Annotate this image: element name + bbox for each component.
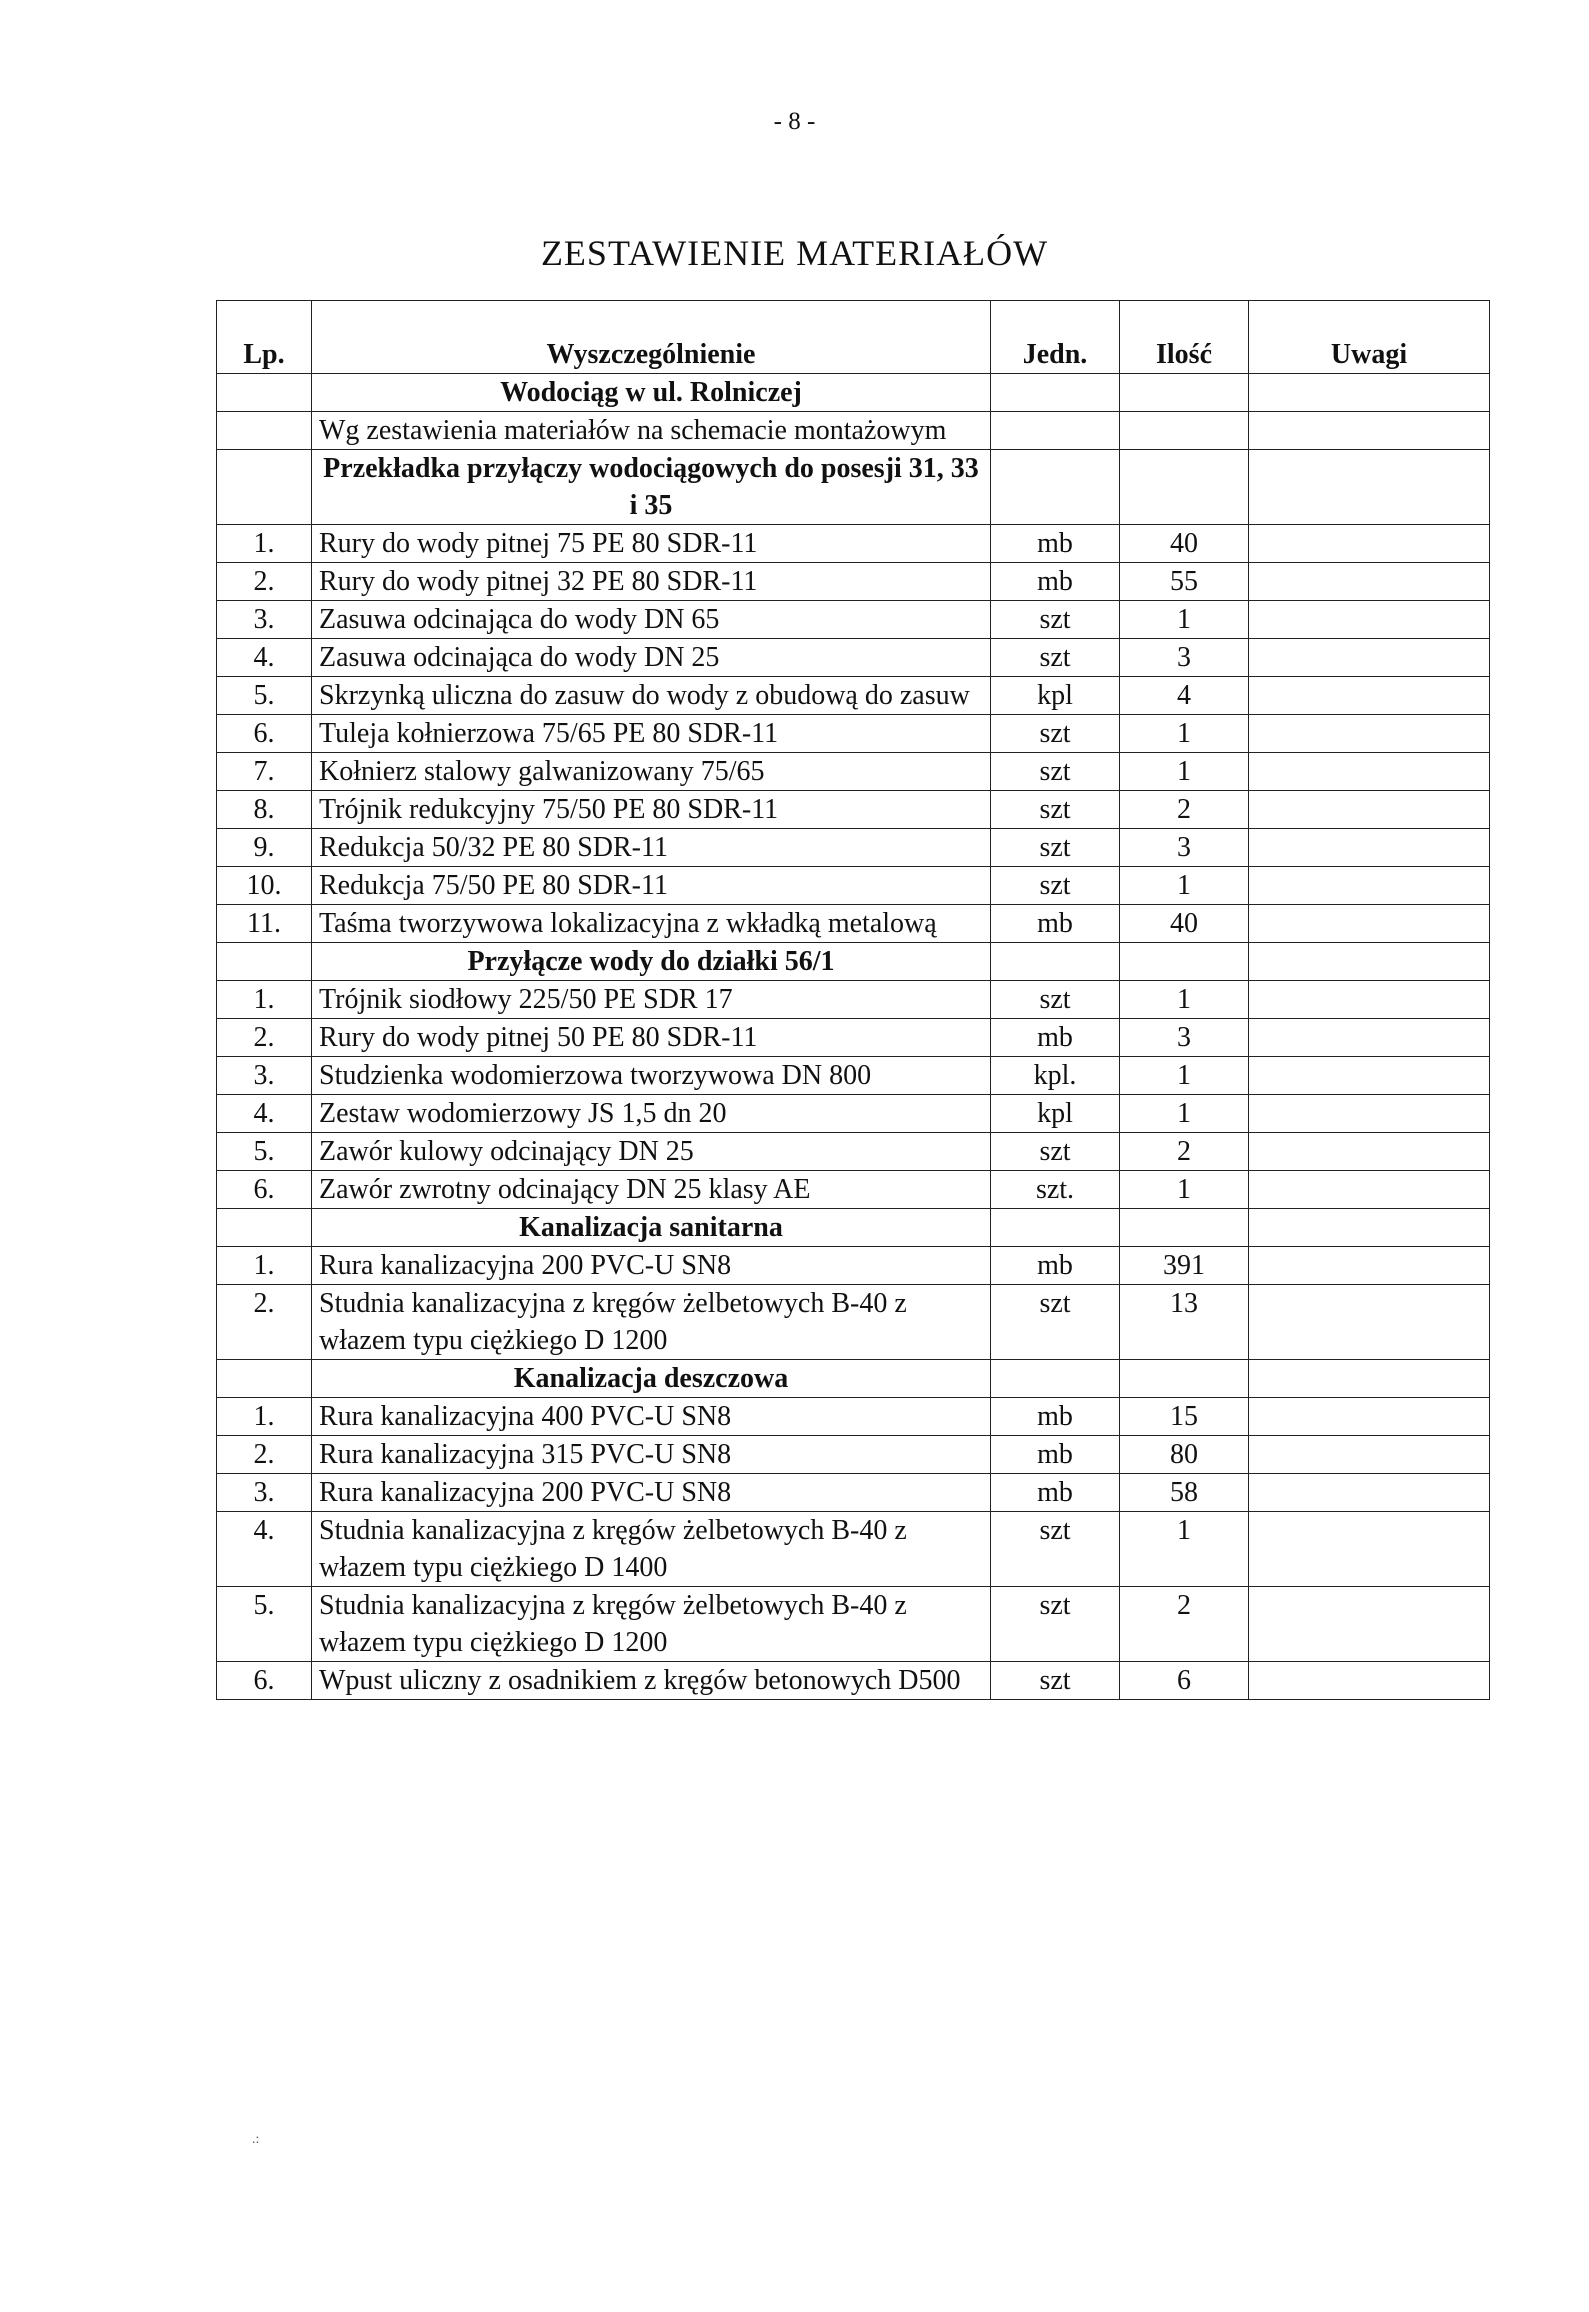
cell-description: Rura kanalizacyjna 315 PVC-U SN8 (312, 1436, 991, 1474)
header-unit: Jedn. (991, 301, 1120, 374)
table-row (217, 1398, 1490, 1436)
cell-unit (991, 450, 1120, 525)
table-row (217, 981, 1490, 1019)
cell-notes (1249, 1133, 1490, 1171)
table-row (217, 1285, 1490, 1360)
cell-lp: 3. (217, 1057, 312, 1095)
cell-quantity: 1 (1120, 981, 1249, 1019)
table-row (217, 1512, 1490, 1587)
cell-lp: 1. (217, 1398, 312, 1436)
cell-unit: szt (991, 981, 1120, 1019)
cell-quantity: 40 (1120, 525, 1249, 563)
cell-unit: kpl (991, 1095, 1120, 1133)
table-header (217, 301, 1490, 374)
cell-quantity (1120, 450, 1249, 525)
cell-lp: 2. (217, 1285, 312, 1360)
table-row (217, 1436, 1490, 1474)
cell-lp: 2. (217, 1436, 312, 1474)
table-row (217, 1474, 1490, 1512)
cell-unit (991, 412, 1120, 450)
cell-notes (1249, 677, 1490, 715)
cell-quantity: 391 (1120, 1247, 1249, 1285)
table-row (217, 753, 1490, 791)
cell-quantity (1120, 1360, 1249, 1398)
cell-notes (1249, 715, 1490, 753)
table-row (217, 791, 1490, 829)
cell-lp (217, 450, 312, 525)
cell-lp (217, 1360, 312, 1398)
cell-notes (1249, 791, 1490, 829)
cell-unit: kpl (991, 677, 1120, 715)
cell-quantity: 1 (1120, 1512, 1249, 1587)
table-row (217, 1662, 1490, 1700)
cell-description: Rury do wody pitnej 32 PE 80 SDR-11 (312, 563, 991, 601)
cell-description: Skrzynką uliczna do zasuw do wody z obudową do zasuw (312, 677, 991, 715)
table-row (217, 1095, 1490, 1133)
header-quantity: Ilość (1120, 301, 1249, 374)
cell-lp: 11. (217, 905, 312, 943)
cell-quantity: 2 (1120, 791, 1249, 829)
cell-unit: mb (991, 1398, 1120, 1436)
cell-lp: 6. (217, 715, 312, 753)
cell-description: Studzienka wodomierzowa tworzywowa DN 800 (312, 1057, 991, 1095)
cell-quantity: 40 (1120, 905, 1249, 943)
cell-lp (217, 1209, 312, 1247)
section-title: Kanalizacja deszczowa (312, 1360, 991, 1398)
cell-notes (1249, 563, 1490, 601)
cell-quantity: 1 (1120, 753, 1249, 791)
cell-quantity: 13 (1120, 1285, 1249, 1360)
cell-description: Rura kanalizacyjna 400 PVC-U SN8 (312, 1398, 991, 1436)
cell-lp: 1. (217, 1247, 312, 1285)
cell-quantity: 15 (1120, 1398, 1249, 1436)
table-row (217, 1019, 1490, 1057)
table-row (217, 1171, 1490, 1209)
table-row (217, 525, 1490, 563)
cell-unit: szt (991, 639, 1120, 677)
cell-unit: szt (991, 1587, 1120, 1662)
cell-description: Kołnierz stalowy galwanizowany 75/65 (312, 753, 991, 791)
cell-lp: 8. (217, 791, 312, 829)
cell-lp: 4. (217, 639, 312, 677)
cell-notes (1249, 450, 1490, 525)
cell-unit: mb (991, 905, 1120, 943)
cell-unit: szt (991, 1662, 1120, 1700)
section-row (217, 374, 1490, 412)
document-title: ZESTAWIENIE MATERIAŁÓW (540, 233, 1049, 273)
table-row (217, 563, 1490, 601)
cell-lp: 4. (217, 1512, 312, 1587)
cell-quantity (1120, 412, 1249, 450)
cell-description: Tuleja kołnierzowa 75/65 PE 80 SDR-11 (312, 715, 991, 753)
cell-unit: mb (991, 563, 1120, 601)
cell-notes (1249, 867, 1490, 905)
table-row (217, 829, 1490, 867)
section-row (217, 943, 1490, 981)
cell-unit: mb (991, 1247, 1120, 1285)
cell-quantity (1120, 943, 1249, 981)
cell-description: Studnia kanalizacyjna z kręgów żelbetowych B-40 z włazem typu ciężkiego D 1400 (312, 1512, 991, 1587)
cell-notes (1249, 1209, 1490, 1247)
header-description: Wyszczególnienie (312, 301, 991, 374)
cell-unit (991, 943, 1120, 981)
cell-quantity (1120, 1209, 1249, 1247)
cell-lp (217, 374, 312, 412)
cell-unit (991, 1360, 1120, 1398)
cell-quantity: 1 (1120, 1095, 1249, 1133)
cell-quantity: 1 (1120, 1171, 1249, 1209)
cell-quantity: 58 (1120, 1474, 1249, 1512)
cell-notes (1249, 1474, 1490, 1512)
page-number: - 8 - (773, 108, 816, 135)
section-row (217, 1360, 1490, 1398)
cell-notes (1249, 905, 1490, 943)
table-header-row (217, 301, 1490, 374)
cell-unit: mb (991, 1436, 1120, 1474)
cell-lp: 1. (217, 981, 312, 1019)
cell-notes (1249, 525, 1490, 563)
section-title: Przekładka przyłączy wodociągowych do posesji 31, 33 i 35 (312, 450, 991, 525)
cell-description: Zawór kulowy odcinający DN 25 (312, 1133, 991, 1171)
cell-description: Trójnik siodłowy 225/50 PE SDR 17 (312, 981, 991, 1019)
table-row (217, 601, 1490, 639)
table-row (217, 905, 1490, 943)
cell-unit: kpl. (991, 1057, 1120, 1095)
table-row (217, 1587, 1490, 1662)
cell-notes (1249, 1057, 1490, 1095)
cell-quantity: 2 (1120, 1133, 1249, 1171)
cell-quantity: 6 (1120, 1662, 1249, 1700)
cell-lp: 2. (217, 563, 312, 601)
cell-quantity: 3 (1120, 1019, 1249, 1057)
cell-quantity: 55 (1120, 563, 1249, 601)
table-row (217, 412, 1490, 450)
table-row (217, 639, 1490, 677)
cell-notes (1249, 981, 1490, 1019)
cell-description: Studnia kanalizacyjna z kręgów żelbetowych B-40 z włazem typu ciężkiego D 1200 (312, 1285, 991, 1360)
cell-lp: 9. (217, 829, 312, 867)
cell-notes (1249, 1247, 1490, 1285)
cell-notes (1249, 1095, 1490, 1133)
cell-lp: 5. (217, 677, 312, 715)
cell-lp: 3. (217, 601, 312, 639)
cell-unit (991, 1209, 1120, 1247)
cell-unit: szt (991, 791, 1120, 829)
cell-lp (217, 943, 312, 981)
cell-quantity: 80 (1120, 1436, 1249, 1474)
table-row (217, 1133, 1490, 1171)
table-row (217, 867, 1490, 905)
cell-description: Zawór zwrotny odcinający DN 25 klasy AE (312, 1171, 991, 1209)
cell-unit: mb (991, 1474, 1120, 1512)
materials-table (216, 300, 1490, 1700)
cell-notes (1249, 601, 1490, 639)
cell-description: Studnia kanalizacyjna z kręgów żelbetowych B-40 z włazem typu ciężkiego D 1200 (312, 1587, 991, 1662)
cell-unit: szt. (991, 1171, 1120, 1209)
cell-notes (1249, 1587, 1490, 1662)
cell-notes (1249, 374, 1490, 412)
section-row (217, 450, 1490, 525)
cell-lp: 4. (217, 1095, 312, 1133)
table-row (217, 715, 1490, 753)
cell-notes (1249, 1662, 1490, 1700)
cell-description: Redukcja 50/32 PE 80 SDR-11 (312, 829, 991, 867)
cell-quantity: 2 (1120, 1587, 1249, 1662)
table-row (217, 677, 1490, 715)
cell-unit: szt (991, 1285, 1120, 1360)
cell-unit: szt (991, 1133, 1120, 1171)
cell-notes (1249, 753, 1490, 791)
cell-notes (1249, 1171, 1490, 1209)
cell-quantity: 3 (1120, 639, 1249, 677)
cell-description: Zasuwa odcinająca do wody DN 25 (312, 639, 991, 677)
cell-quantity: 1 (1120, 601, 1249, 639)
cell-unit: szt (991, 601, 1120, 639)
cell-description: Rury do wody pitnej 75 PE 80 SDR-11 (312, 525, 991, 563)
cell-lp: 6. (217, 1662, 312, 1700)
cell-description: Wpust uliczny z osadnikiem z kręgów betonowych D500 (312, 1662, 991, 1700)
cell-unit: mb (991, 1019, 1120, 1057)
cell-lp: 10. (217, 867, 312, 905)
cell-quantity: 1 (1120, 715, 1249, 753)
cell-notes (1249, 412, 1490, 450)
section-title: Wodociąg w ul. Rolniczej (312, 374, 991, 412)
cell-notes (1249, 1360, 1490, 1398)
cell-lp: 6. (217, 1171, 312, 1209)
section-title: Przyłącze wody do działki 56/1 (312, 943, 991, 981)
cell-lp: 1. (217, 525, 312, 563)
cell-description: Wg zestawienia materiałów na schemacie montażowym (312, 412, 991, 450)
header-notes: Uwagi (1249, 301, 1490, 374)
table-row (217, 1057, 1490, 1095)
table-row (217, 1247, 1490, 1285)
cell-lp (217, 412, 312, 450)
section-title: Kanalizacja sanitarna (312, 1209, 991, 1247)
cell-lp: 2. (217, 1019, 312, 1057)
cell-unit: szt (991, 753, 1120, 791)
cell-unit: szt (991, 829, 1120, 867)
cell-description: Zestaw wodomierzowy JS 1,5 dn 20 (312, 1095, 991, 1133)
cell-description: Taśma tworzywowa lokalizacyjna z wkładką metalową (312, 905, 991, 943)
cell-unit: szt (991, 715, 1120, 753)
cell-notes (1249, 1398, 1490, 1436)
cell-description: Rura kanalizacyjna 200 PVC-U SN8 (312, 1474, 991, 1512)
cell-unit: szt (991, 867, 1120, 905)
cell-quantity: 1 (1120, 867, 1249, 905)
cell-description: Zasuwa odcinająca do wody DN 65 (312, 601, 991, 639)
cell-unit (991, 374, 1120, 412)
cell-lp: 5. (217, 1133, 312, 1171)
cell-description: Rury do wody pitnej 50 PE 80 SDR-11 (312, 1019, 991, 1057)
header-lp: Lp. (217, 301, 312, 374)
cell-notes (1249, 829, 1490, 867)
cell-notes (1249, 1019, 1490, 1057)
scan-mark: .: (252, 2132, 260, 2147)
cell-notes (1249, 943, 1490, 981)
cell-quantity: 4 (1120, 677, 1249, 715)
table-body (217, 374, 1490, 1700)
cell-notes (1249, 639, 1490, 677)
cell-lp: 5. (217, 1587, 312, 1662)
section-row (217, 1209, 1490, 1247)
cell-description: Rura kanalizacyjna 200 PVC-U SN8 (312, 1247, 991, 1285)
cell-unit: szt (991, 1512, 1120, 1587)
cell-notes (1249, 1512, 1490, 1587)
cell-unit: mb (991, 525, 1120, 563)
cell-quantity (1120, 374, 1249, 412)
cell-quantity: 1 (1120, 1057, 1249, 1095)
cell-notes (1249, 1285, 1490, 1360)
cell-description: Trójnik redukcyjny 75/50 PE 80 SDR-11 (312, 791, 991, 829)
cell-lp: 7. (217, 753, 312, 791)
cell-notes (1249, 1436, 1490, 1474)
cell-description: Redukcja 75/50 PE 80 SDR-11 (312, 867, 991, 905)
cell-quantity: 3 (1120, 829, 1249, 867)
cell-lp: 3. (217, 1474, 312, 1512)
